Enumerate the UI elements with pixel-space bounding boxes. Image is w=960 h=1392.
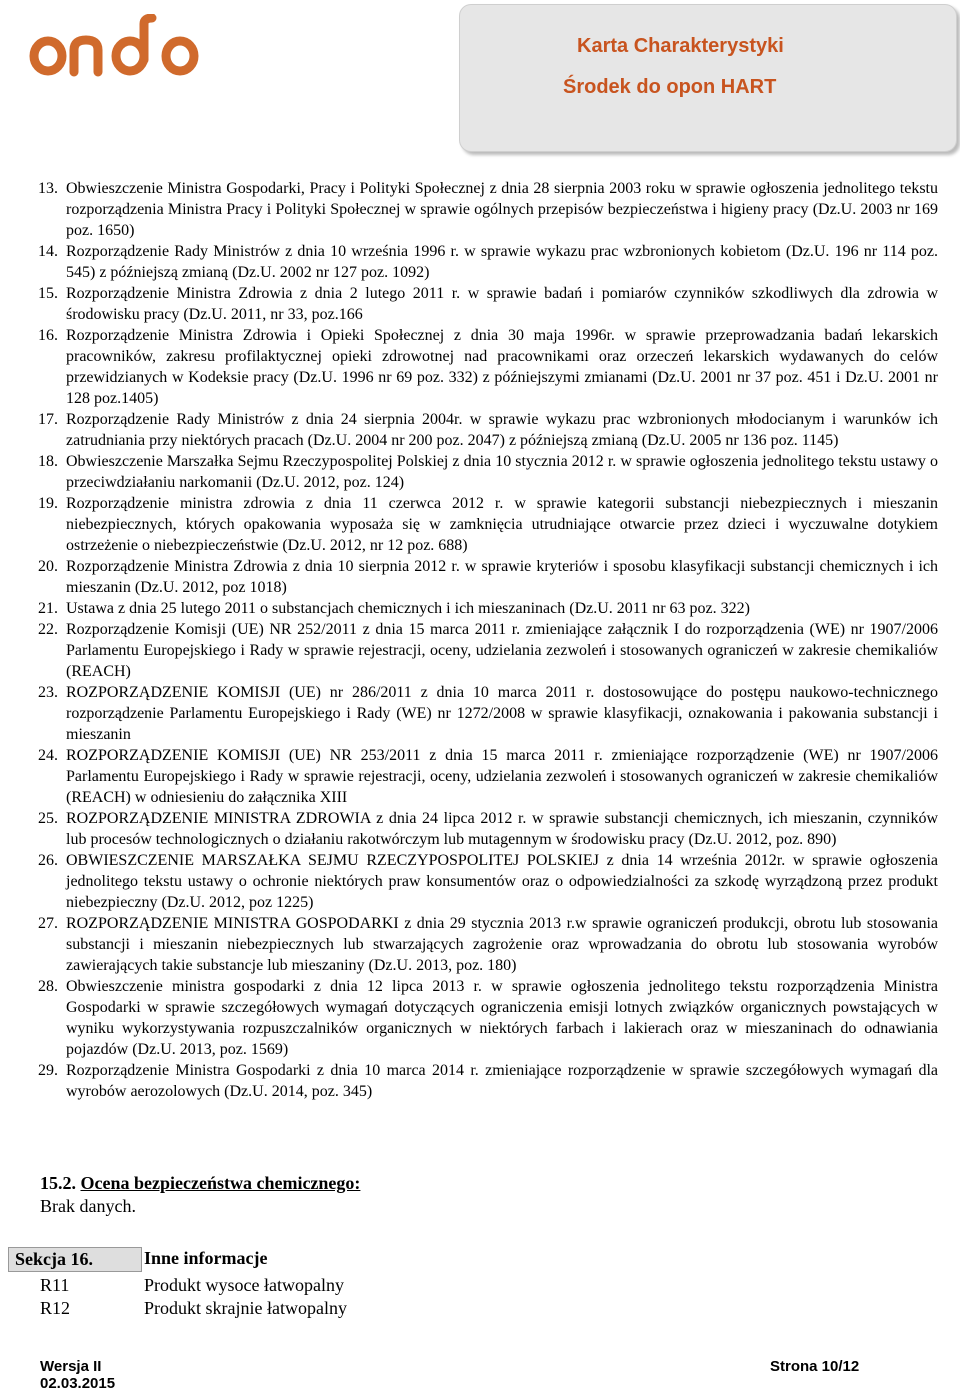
regulation-number: 26. <box>38 852 58 869</box>
regulation-text: Rozporządzenie Rady Ministrów z dnia 10 września 1996 r. w sprawie wykazu prac wzbronionych kobietom (Dz.U. 196 nr 114 poz. 545) z późniejszą zmianą (Dz.U. 2002 nr 127 poz. 1092) <box>66 243 938 281</box>
regulation-item <box>38 682 938 745</box>
section-15-2 <box>40 1172 360 1218</box>
regulation-text: Rozporządzenie Komisji (UE) NR 252/2011 z dnia 15 marca 2011 r. zmieniające załącznik I do rozporządzenia (WE) nr 1907/2006 Parlamentu Europejskiego i Rady w sprawie rejestracji, oceny, udzielania zezwoleń i stosowanych ograniczeń w zakresie chemikaliów (REACH) <box>66 621 938 680</box>
regulation-number: 25. <box>38 810 58 827</box>
regulation-text: Ustawa z dnia 25 lutego 2011 o substancjach chemicznych i ich mieszaninach (Dz.U. 2011 nr 63 poz. 322) <box>66 600 750 617</box>
regulation-item <box>38 850 938 913</box>
regulation-number: 21. <box>38 600 58 617</box>
regulation-text: Rozporządzenie Rady Ministrów z dnia 24 sierpnia 2004r. w sprawie wykazu prac wzbronionych młodocianym i warunków ich zatrudniania przy niektórych pracach (Dz.U. 2004 nr 200 poz. 2047) z późniejszą zmianą (Dz.U. 2005 nr 136 poz. 1145) <box>66 411 938 449</box>
regulation-text: ROZPORZĄDZENIE MINISTRA GOSPODARKI z dnia 29 stycznia 2013 r.w sprawie ograniczeń produkcji, obrotu lub stosowania substancji i mieszanin niebezpiecznych lub stwarzających zagrożenie oraz wprowadzania do obrotu lub stosowania wyrobów zawierających takie substancje lub mieszaniny (Dz.U. 2013, poz. 180) <box>66 915 938 974</box>
regulation-item <box>38 409 938 451</box>
regulation-item <box>38 556 938 598</box>
regulation-text: ROZPORZĄDZENIE MINISTRA ZDROWIA z dnia 24 lipca 2012 r. w sprawie substancji chemicznych, ich mieszanin, czynników lub procesów technologicznych o działaniu rakotwórczym lub mutagennym w środowisku pracy (Dz.U. 2012, poz. 890) <box>66 810 938 848</box>
regulation-text: Obwieszczenie Ministra Gospodarki, Pracy i Polityki Społecznej z dnia 28 sierpnia 2003 roku w sprawie ogłoszenia jednolitego tekstu rozporządzenia Ministra Pracy i Polityki Społecznej w sprawie ogólnych przepisów bezpieczeństwa i higieny pracy (Dz.U. 2003 nr 169 poz. 1650) <box>66 180 938 239</box>
section-number: 15.2. <box>40 1173 76 1193</box>
regulation-text: Rozporządzenie Ministra Zdrowia z dnia 10 sierpnia 2012 r. w sprawie kryteriów i sposobu klasyfikacji substancji chemicznych i ich mieszanin (Dz.U. 2012, poz 1018) <box>66 558 938 596</box>
ondo-logo <box>28 14 208 84</box>
phrase-code: R12 <box>40 1298 71 1318</box>
regulation-item <box>38 1060 938 1102</box>
regulation-item <box>38 745 938 808</box>
regulation-number: 13. <box>38 180 58 197</box>
regulation-number: 16. <box>38 327 58 344</box>
regulation-number: 29. <box>38 1062 58 1079</box>
regulation-item <box>38 325 938 409</box>
footer-date: 02.03.2015 <box>40 1375 116 1392</box>
regulation-item <box>38 241 938 283</box>
regulation-text: Rozporządzenie Ministra Zdrowia z dnia 2 lutego 2011 r. w sprawie badań i pomiarów czynników szkodliwych dla zdrowia w środowisku pracy (Dz.U. 2011, nr 33, poz.166 <box>66 285 938 323</box>
regulation-text: Rozporządzenie ministra zdrowia z dnia 11 czerwca 2012 r. w sprawie kategorii substancji niebezpiecznych i mieszanin niebezpiecznych, których opakowania wyposaża się w zamknięcia utrudniające otwarcie przez dzieci i wyczuwalne dotykiem ostrzeżenie o niebezpieczeństwie (Dz.U. 2012, nr 12 poz. 688) <box>66 495 938 554</box>
regulation-number: 18. <box>38 453 58 470</box>
regulations-list <box>38 178 938 1102</box>
regulation-number: 15. <box>38 285 58 302</box>
regulation-number: 20. <box>38 558 58 575</box>
regulation-item <box>38 913 938 976</box>
section-16-title: Inne informacje <box>144 1248 268 1268</box>
regulation-item <box>38 598 938 619</box>
regulation-number: 17. <box>38 411 58 428</box>
regulation-number: 27. <box>38 915 58 932</box>
regulation-text: OBWIESZCZENIE MARSZAŁKA SEJMU RZECZYPOSPOLITEJ POLSKIEJ z dnia 14 września 2012r. w sprawie ogłoszenia jednolitego tekstu ustawy o ochronie niektórych praw konsumentów oraz o odpowiedzialności za szkodę wyrządzoną przez produkt niebezpieczny (Dz.U. 2012, poz 1225) <box>66 852 938 911</box>
regulation-number: 28. <box>38 978 58 995</box>
regulation-item <box>38 283 938 325</box>
regulation-number: 24. <box>38 747 58 764</box>
phrase-text: Produkt skrajnie łatwopalny <box>144 1298 347 1318</box>
regulation-item <box>38 451 938 493</box>
regulation-text: ROZPORZĄDZENIE KOMISJI (UE) nr 286/2011 z dnia 10 marca 2011 r. dostosowujące do postępu naukowo-technicznego rozporządzenie Parlamentu Europejskiego i Rady (WE) nr 1272/2008 w sprawie klasyfikacji, oznakowania i pakowania substancji i mieszanin <box>66 684 938 743</box>
header-title-box <box>459 4 957 152</box>
regulation-item <box>38 619 938 682</box>
regulation-text: ROZPORZĄDZENIE KOMISJI (UE) NR 253/2011 z dnia 15 marca 2011 r. zmieniające rozporządzenie (WE) nr 1907/2006 Parlamentu Europejskiego i Rady w sprawie rejestracji, oceny, udzielania zezwoleń i stosowanych ograniczeń w zakresie chemikaliów (REACH) w odniesieniu do załącznika XIII <box>66 747 938 806</box>
section-title: Ocena bezpieczeństwa chemicznego: <box>80 1173 361 1193</box>
regulation-item <box>38 493 938 556</box>
regulation-item <box>38 178 938 241</box>
section-body: Brak danych. <box>40 1196 136 1216</box>
regulation-text: Rozporządzenie Ministra Gospodarki z dnia 10 marca 2014 r. zmieniające rozporządzenie w sprawie szczegółowych wymagań dla wyrobów aerozolowych (Dz.U. 2014, poz. 345) <box>66 1062 938 1100</box>
product-name: Środek do opon HART <box>563 76 777 98</box>
regulation-item <box>38 976 938 1060</box>
document-type: Karta Charakterystyki <box>577 35 784 57</box>
regulation-number: 19. <box>38 495 58 512</box>
footer-version: Wersja II <box>40 1358 102 1375</box>
regulation-number: 22. <box>38 621 58 638</box>
regulation-text: Obwieszczenie ministra gospodarki z dnia 12 lipca 2013 r. w sprawie ogłoszenia jednolitego tekstu rozporządzenia Ministra Gospodarki w sprawie szczegółowych wymagań dotyczących ograniczenia emisji lotnych związków organicznych powstających w wyniku wykorzystywania rozpuszczalników organicznych w niektórych farbach i lakierach oraz w mieszaninach do odnawiania pojazdów (Dz.U. 2013, poz. 1569) <box>66 978 938 1058</box>
footer-page: Strona 10/12 <box>770 1358 860 1375</box>
regulation-text: Rozporządzenie Ministra Zdrowia i Opieki Społecznej z dnia 30 maja 1996r. w sprawie przeprowadzania badań lekarskich pracowników, zakresu profilaktycznej opieki zdrowotnej nad pracownikami oraz orzeczeń lekarskich wydawanych do celów przewidzianych w Kodeksie pracy (Dz.U. 1996 nr 69 poz. 332) z późniejszymi zmianami (Dz.U. 2001 nr 37 poz. 451 i Dz.U. 2001 nr 128 poz.1405) <box>66 327 938 407</box>
section-16-label: Sekcja 16. <box>8 1247 142 1272</box>
regulation-number: 14. <box>38 243 58 260</box>
phrase-code: R11 <box>40 1275 70 1295</box>
phrase-text: Produkt wysoce łatwopalny <box>144 1275 344 1295</box>
regulation-number: 23. <box>38 684 58 701</box>
regulation-item <box>38 808 938 850</box>
regulation-text: Obwieszczenie Marszałka Sejmu Rzeczypospolitej Polskiej z dnia 10 stycznia 2012 r. w sprawie ogłoszenia jednolitego tekstu ustawy o przeciwdziałaniu narkomanii (Dz.U. 2012, poz. 124) <box>66 453 938 491</box>
